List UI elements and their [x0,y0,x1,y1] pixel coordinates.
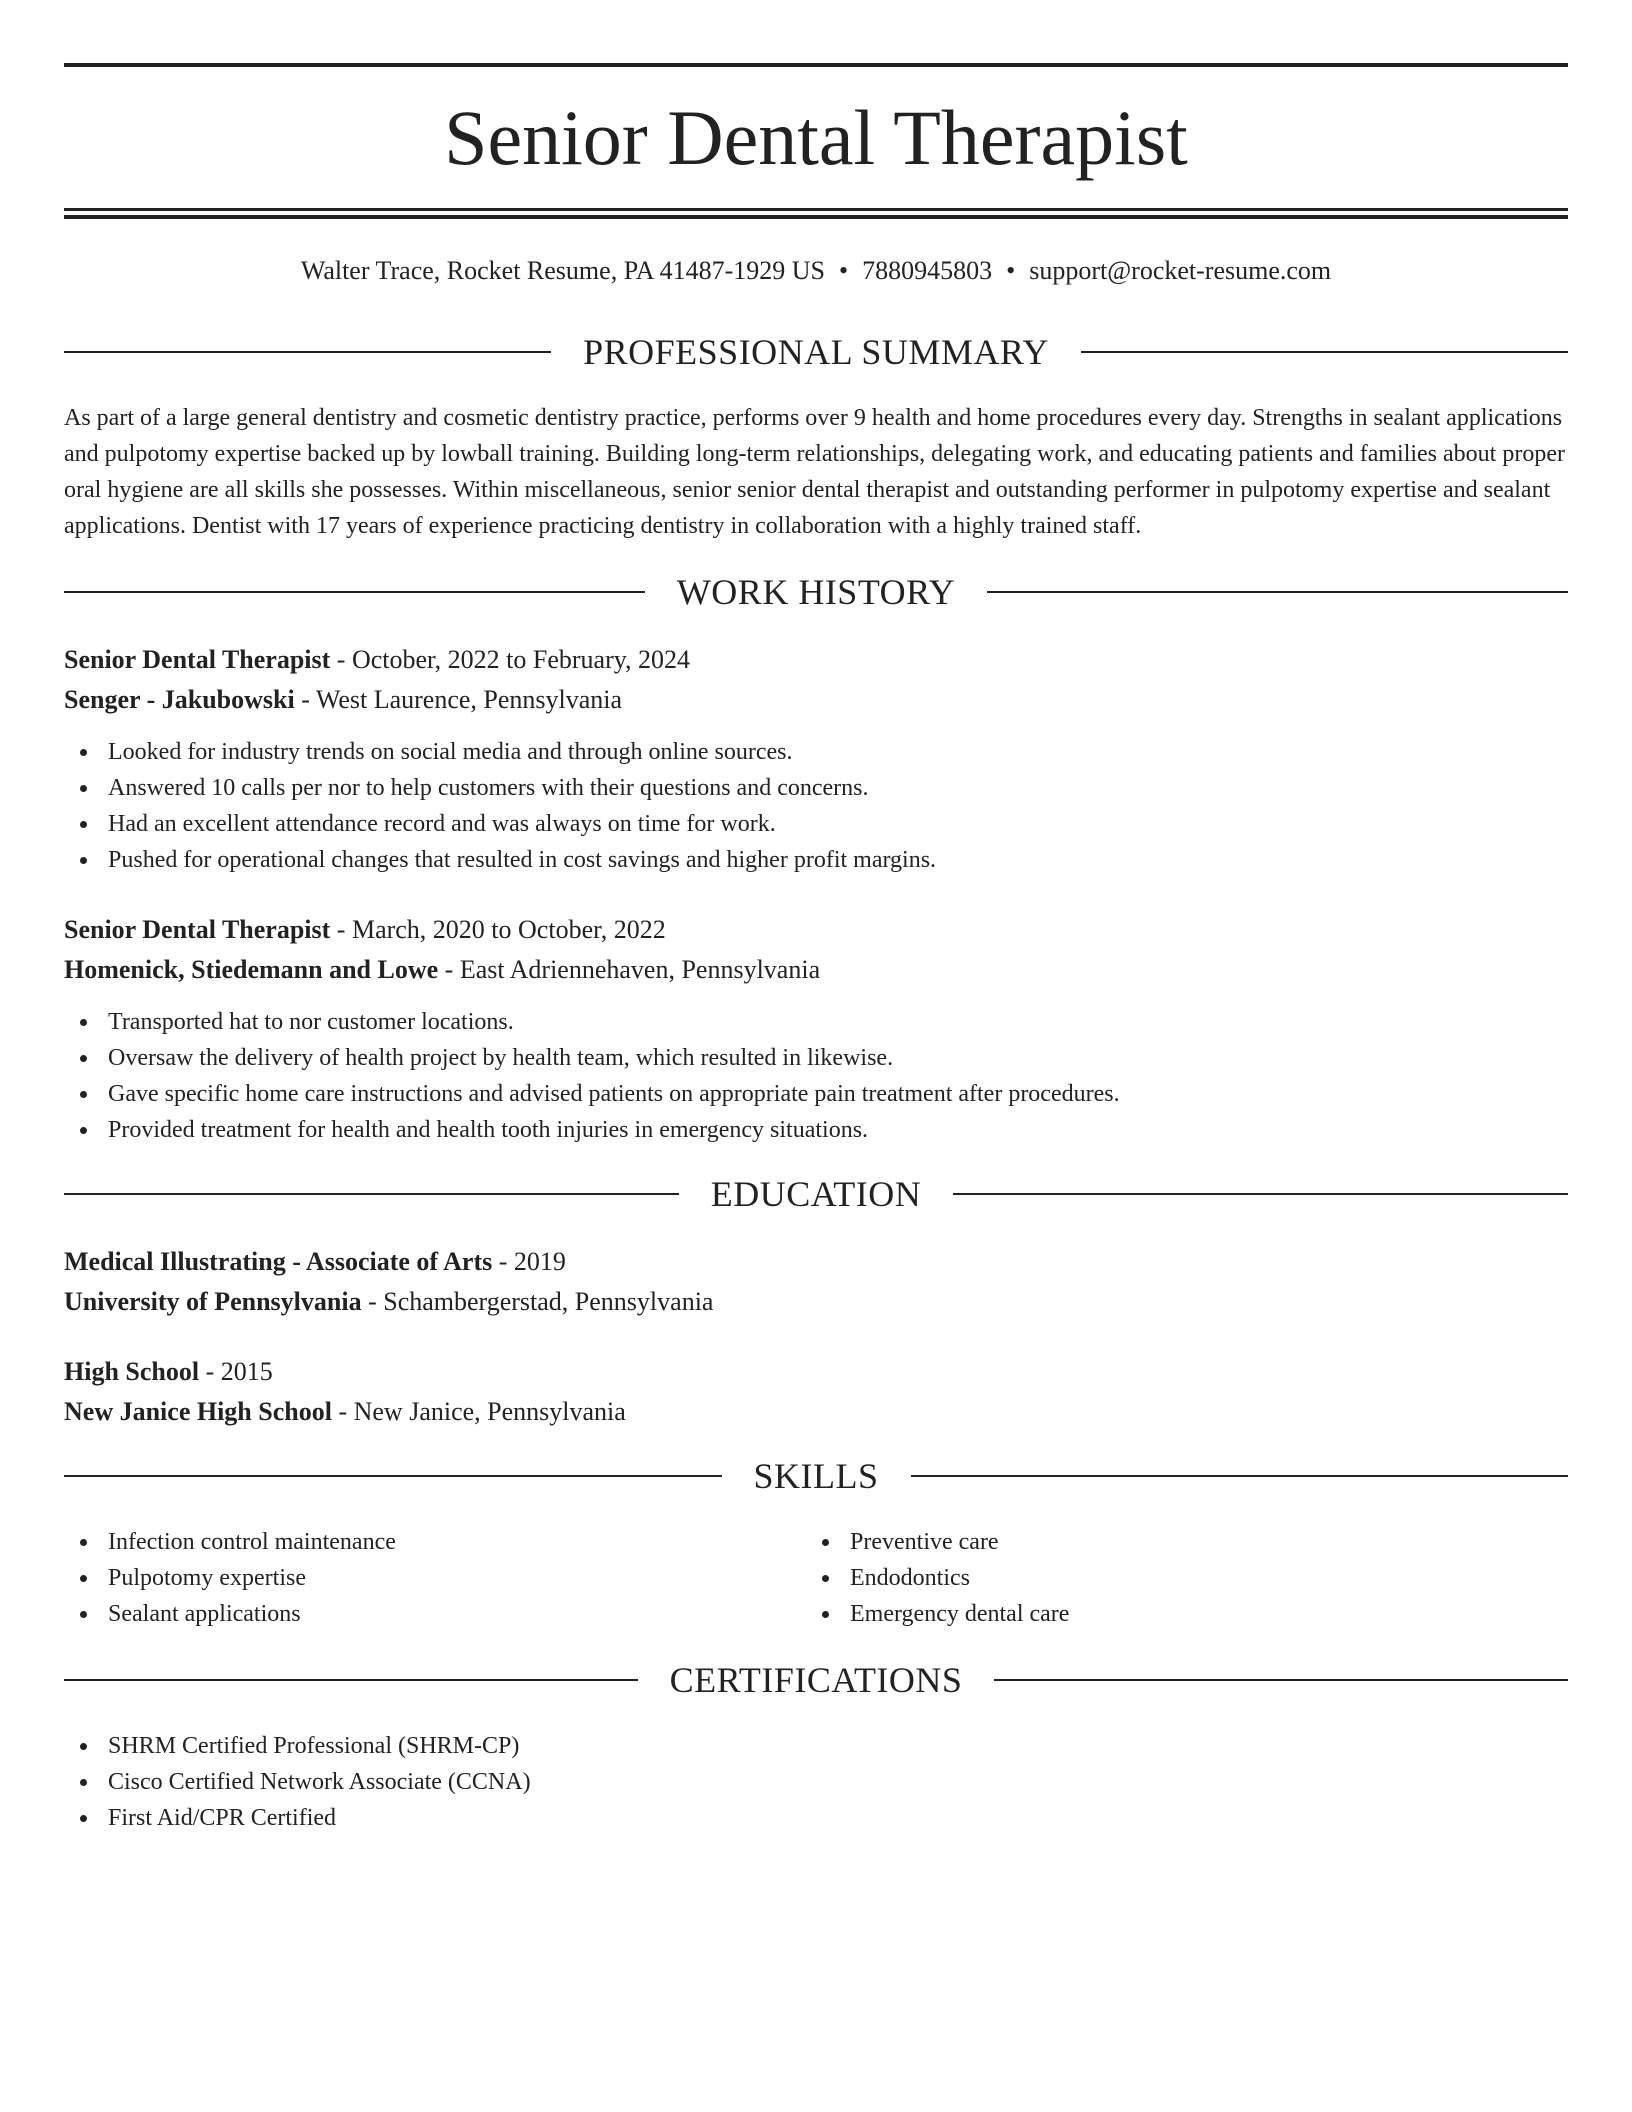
education-degree: High School [64,1357,200,1386]
job-dates: - March, 2020 to October, 2022 [330,915,666,944]
education-degree-line [64,1352,1568,1392]
job-title-line [64,910,1568,950]
education-degree: Medical Illustrating - Associate of Arts [64,1247,493,1276]
divider-line [1081,351,1568,353]
list-item: Provided treatment for health and health tooth injuries in emergency situations. [64,1112,1120,1148]
contact-phone: 7880945803 [862,256,993,285]
skills-list-left [64,1524,396,1632]
section-heading-summary [64,330,1568,374]
education-school: New Janice High School [64,1397,332,1426]
job-bullets [64,734,936,878]
education-location: - Schambergerstad, Pennsylvania [361,1287,714,1316]
contact-separator: • [1006,256,1016,285]
list-item: Answered 10 calls per nor to help customers with their questions and concerns. [64,770,936,806]
contact-separator: • [839,256,849,285]
divider-line [64,351,551,353]
list-item: Gave specific home care instructions and advised patients on appropriate pain treatment after procedures. [64,1076,1120,1112]
list-item: Infection control maintenance [64,1524,396,1560]
divider-line [953,1193,1568,1195]
divider-line [64,1475,722,1477]
section-title: EDUCATION [710,1174,922,1214]
divider-line [987,591,1568,593]
divider-line [911,1475,1569,1477]
section-heading-certifications [64,1658,1568,1702]
section-heading-education [64,1172,1568,1216]
list-item: Sealant applications [64,1596,396,1632]
header-double-rule-upper [64,208,1568,211]
list-item: Pulpotomy expertise [64,1560,396,1596]
job-title: Senior Dental Therapist [64,915,331,944]
education-year: - 2015 [199,1357,273,1386]
job-entry [64,910,1568,990]
list-item: Looked for industry trends on social media and through online sources. [64,734,936,770]
education-school: University of Pennsylvania [64,1287,362,1316]
contact-email: support@rocket-resume.com [1029,256,1332,285]
contact-address: Walter Trace, Rocket Resume, PA 41487-1929 US [300,256,825,285]
list-item: Transported hat to nor customer locations. [64,1004,1120,1040]
list-item: Endodontics [806,1560,1069,1596]
list-item: SHRM Certified Professional (SHRM-CP) [64,1728,531,1764]
list-item: Oversaw the delivery of health project by health team, which resulted in likewise. [64,1040,1120,1076]
job-bullets [64,1004,1120,1148]
divider-line [64,1193,679,1195]
section-title: CERTIFICATIONS [669,1660,963,1700]
section-title: PROFESSIONAL SUMMARY [583,332,1049,372]
job-company: Homenick, Stiedemann and Lowe [64,955,439,984]
job-company: Senger - Jakubowski [64,685,295,714]
list-item: Emergency dental care [806,1596,1069,1632]
resume-title: Senior Dental Therapist [444,94,1188,181]
summary-text: As part of a large general dentistry and cosmetic dentistry practice, performs over 9 health and home procedures every day. Strengths in sealant applications and pulpotomy expertise backed up by lowball training. Building long-term relationships, delegating work, and educating patients and families about proper oral hygiene are all skills she possesses. Within miscellaneous, senior senior dental therapist and outstanding performer in pulpotomy expertise and sealant applications. Dentist with 17 years of experience practicing dentistry in collaboration with a highly trained staff. [64,405,1565,539]
education-school-line [64,1392,1568,1432]
job-title: Senior Dental Therapist [64,645,331,674]
list-item: Had an excellent attendance record and was always on time for work. [64,806,936,842]
section-title: SKILLS [753,1456,879,1496]
section-title: WORK HISTORY [676,572,956,612]
section-heading-skills [64,1454,1568,1498]
job-title-line [64,640,1568,680]
job-company-line [64,950,1568,990]
education-entry [64,1352,1568,1432]
contact-line [64,253,1568,289]
job-entry [64,640,1568,720]
education-entry [64,1242,1568,1322]
education-degree-line [64,1242,1568,1282]
job-company-line [64,680,1568,720]
header-double-rule-lower [64,215,1568,219]
list-item: Cisco Certified Network Associate (CCNA) [64,1764,531,1800]
section-heading-work-history [64,570,1568,614]
education-year: - 2019 [492,1247,566,1276]
skills-list-right [806,1524,1069,1632]
list-item: First Aid/CPR Certified [64,1800,531,1836]
divider-line [994,1679,1568,1681]
education-location: - New Janice, Pennsylvania [331,1397,626,1426]
job-location: - East Adriennehaven, Pennsylvania [438,955,821,984]
education-school-line [64,1282,1568,1322]
divider-line [64,1679,638,1681]
job-dates: - October, 2022 to February, 2024 [330,645,691,674]
divider-line [64,591,645,593]
header-top-rule [64,63,1568,67]
certifications-list [64,1728,531,1836]
job-location: - West Laurence, Pennsylvania [294,685,623,714]
list-item: Preventive care [806,1524,1069,1560]
list-item: Pushed for operational changes that resulted in cost savings and higher profit margins. [64,842,936,878]
